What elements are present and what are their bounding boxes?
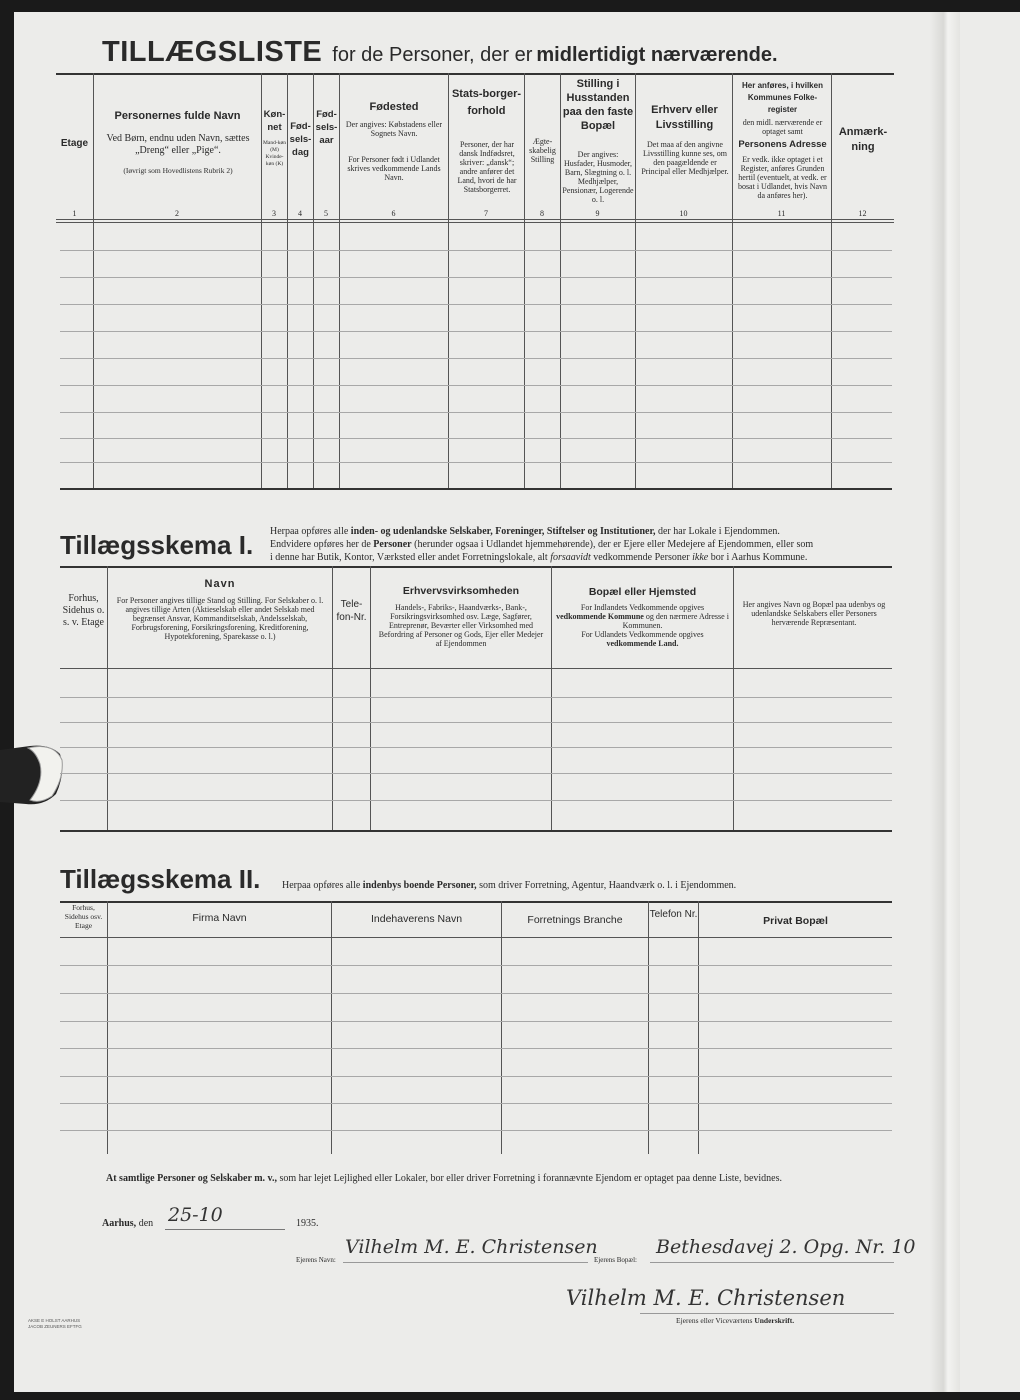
- col-aegteskab-header: Ægte-skabelig Stilling: [529, 137, 556, 164]
- col-stilling-header: Stilling i Husstanden paa den faste Bopæl: [562, 78, 634, 132]
- col-register-sub: den midl. nærværende er optaget samt: [742, 118, 823, 136]
- col-number: 4: [298, 209, 302, 218]
- skema1-col-repraesentant: Her angives Navn og Bopæl paa udenbys og udenlandske Selskabers eller Personers herværende Repræsentant.: [742, 600, 886, 627]
- skema1-col-erhverv: Erhvervsvirksomheden: [402, 585, 520, 597]
- col-number: 6: [391, 209, 396, 218]
- page-title: [102, 36, 778, 69]
- year-label: 1935.: [296, 1218, 319, 1229]
- col-stilling-sub: Der angives: Husfader, Husmoder, Barn, Slægtning o. l. Medhjælper, Pensionær, Logerende o. l.: [562, 150, 634, 204]
- skema1-description: Herpaa opføres alle inden- og udenlandske Selskaber, Foreninger, Stiftelser og Institutioner, der har Lokale i Ejendommen. Endvidere opføres her de Personer (herunder ogsaa i Udlandet hjemmehørende), der er Ejere eller Medejere af Ejendommen, eller som i denne har Butik, Kontor, Værksted eller andet Forretningslokale, alt forsaavidt vedkommende Personer ikke bor i Aarhus Kommune.: [270, 526, 814, 563]
- col-number: 12: [858, 209, 867, 218]
- col-foedested-header: Fødested: [369, 101, 419, 113]
- col-erhverv-sub: Det maa af den angivne Livsstilling kunne ses, om den paagældende er Principal eller Medhjælper.: [641, 140, 729, 176]
- city-label: Aarhus, den: [102, 1218, 154, 1229]
- col-number: 10: [679, 209, 688, 218]
- owner-address-label: Ejerens Bopæl:: [594, 1256, 637, 1264]
- title-main: TILLÆGSLISTE: [102, 36, 323, 68]
- skema2-col-etage: Forhus, Sidehus osv. Etage: [64, 903, 103, 930]
- skema1-col-bopael: Bopæl eller Hjemsted: [588, 586, 697, 598]
- signature-label: Ejerens eller Viceværtens Underskrift.: [676, 1316, 795, 1325]
- date-handwritten: 25-10: [168, 1204, 223, 1226]
- skema1-col-erhverv-sub: Handels-, Fabriks-, Haandværks-, Bank-, Forsikringsvirksomhed osv. Læge, Sagfører, Entreprenør, Beværter eller Virksomhed med Befordring af Personer og Gods, Ejer eller Medejer af Ejendommen: [378, 603, 544, 648]
- skema2-col-firma: Firma Navn: [192, 912, 247, 924]
- skema2-title: Tillægsskema II.: [60, 864, 261, 894]
- owner-address-handwritten: Bethesdavej 2. Opg. Nr. 10: [656, 1236, 916, 1258]
- col-number: 3: [272, 209, 276, 218]
- skema1-col-telefon: Tele-fon-Nr.: [336, 599, 367, 623]
- skema2-col-branche: Forretnings Branche: [527, 914, 623, 926]
- col-foedested-sub2: For Personer født i Udlandet skrives vedkommende Lands Navn.: [347, 155, 441, 182]
- col-number: 2: [175, 209, 179, 218]
- col-register-sub2: Personens Adresse: [738, 139, 827, 150]
- col-navn-sub: Ved Børn, endnu uden Navn, sættes „Dreng“ eller „Pige“.: [106, 133, 250, 156]
- signature-handwritten: Vilhelm M. E. Christensen: [566, 1286, 846, 1310]
- col-erhverv-header: Erhverv eller Livsstilling: [651, 104, 718, 131]
- col-number: 1: [72, 209, 77, 218]
- col-navn-header: Personernes fulde Navn: [114, 110, 241, 122]
- col-register-header: Her anføres, i hvilken Kommunes Folke-register: [742, 81, 823, 114]
- col-foedselsdag-header: Fød-sels-dag: [289, 121, 312, 158]
- skema1-col-navn-sub: For Personer angives tillige Stand og Stilling. For Selskaber o. l. angives tillige Arten (Aktieselskab eller andet Selskab med begrænset Ansvar, Kommanditselskab, Andelsselskab, Forbrugsforening, Forsikringsforening, Kreditforening, Hypotekforening, Sparekasse o. l.): [116, 596, 324, 641]
- col-number: 5: [324, 209, 328, 218]
- col-foedested-sub: Der angives: Købstadens eller Sognets Navn.: [345, 120, 443, 138]
- col-anmaerkning-header: Anmærk-ning: [838, 126, 888, 153]
- col-statsborger-header: Stats-borger-forhold: [451, 88, 522, 117]
- col-koen-sub: Mand-køn (M) Kvinde-køn (K): [263, 140, 286, 167]
- skema2-col-indehaver: Indehaverens Navn: [370, 913, 463, 925]
- skema2-col-privat: Privat Bopæl: [763, 915, 828, 927]
- skema1-col-bopael-sub: For Indlandets Vedkommende opgives vedkommende Kommune og den nærmere Adresse i Kommunen. For Udlandets Vedkommende opgives vedkommende Land.: [556, 603, 729, 648]
- skema2-col-telefon: Telefon Nr.: [649, 909, 698, 920]
- owner-name-handwritten: Vilhelm M. E. Christensen: [345, 1236, 598, 1258]
- page-fold: [930, 12, 960, 1392]
- col-number: 11: [777, 209, 786, 218]
- col-number: 9: [595, 209, 600, 218]
- title-rest-bold: midlertidigt nærværende.: [536, 44, 778, 66]
- col-statsborger-sub: Personer, der har dansk Indfødsret, skriver: „dansk“; andre anfører det Land, hvori de har Statsborgerret.: [457, 140, 517, 194]
- col-etage-header: Etage: [60, 138, 89, 149]
- skema1-col-navn: Navn: [204, 578, 236, 590]
- skema2-description: Herpaa opføres alle indenbys boende Personer, som driver Forretning, Agentur, Haandværk o. l. i Ejendommen.: [282, 880, 737, 891]
- col-foedselsaar-header: Fød-sels-aar: [315, 109, 338, 146]
- col-number: 8: [540, 209, 544, 218]
- binder-clip: [0, 742, 70, 812]
- attestation-statement: At samtlige Personer og Selskaber m. v., som har lejet Lejlighed eller Lokaler, bor eller driver Forretning i forannævnte Ejendom er optaget paa denne Liste, bevidnes.: [106, 1173, 782, 1184]
- printer-imprint: AKSE E HOLST AARHUS JACOB ZEUNERS EFTFG: [28, 1318, 82, 1329]
- col-number: 7: [484, 209, 488, 218]
- skema1-title: Tillægsskema I.: [60, 530, 254, 560]
- skema1-col-etage: Forhus, Sidehus o. s. v. Etage: [62, 593, 105, 628]
- title-rest: for de Personer, der er: [332, 44, 533, 66]
- col-navn-sub2: (Iøvrigt som Hovedlistens Rubrik 2): [123, 166, 233, 175]
- owner-name-label: Ejerens Navn:: [296, 1256, 336, 1264]
- col-register-sub3: Er vedk. ikke optaget i et Register, anføres Grunden hertil (eventuelt, at vedk. er bosat i Udlandet, hvis Navn da anføres her).: [737, 155, 828, 200]
- col-koen-header: Køn-net: [263, 109, 286, 133]
